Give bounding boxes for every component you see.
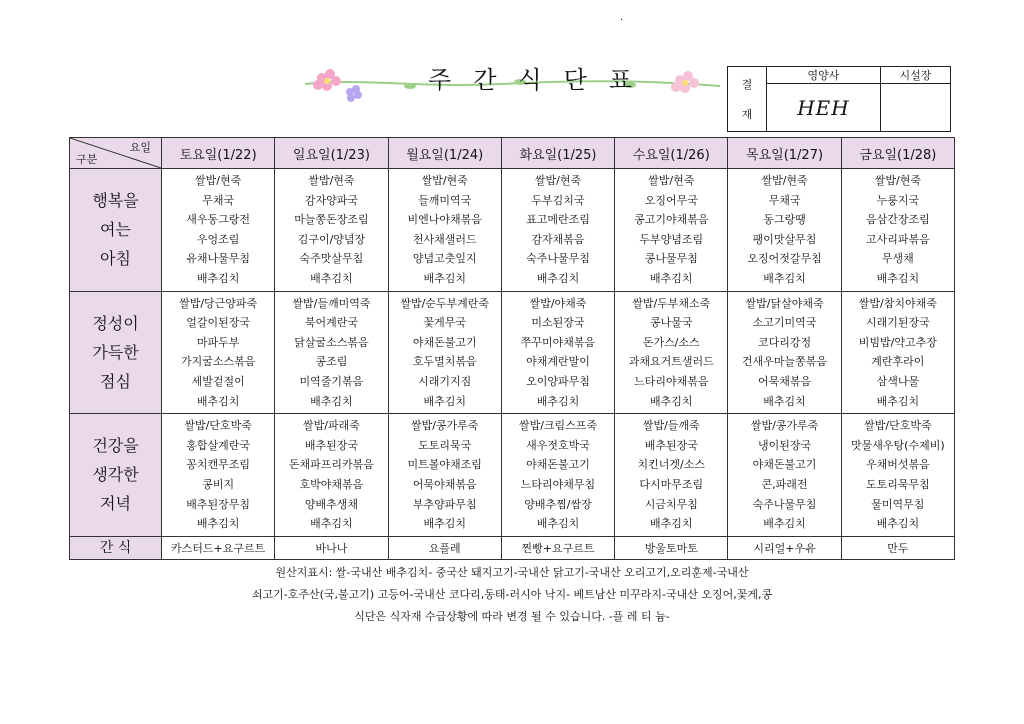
menu-item: 양배추생채	[304, 497, 358, 511]
day-header: 수요일(1/26)	[615, 138, 728, 169]
snack-row	[70, 536, 955, 559]
menu-item: 무생채	[881, 252, 914, 266]
menu-item: 콩고기야채볶음	[634, 213, 709, 227]
menu-item: 새우젓호박국	[526, 438, 590, 452]
menu-item: 쌀밥/콩가루죽	[410, 419, 479, 433]
menu-item: 쌀밥/현죽	[874, 174, 921, 187]
menu-item: 홍합살계란국	[186, 438, 251, 452]
menu-item: 마파두부	[196, 335, 240, 349]
menu-item: 배추김치	[310, 394, 353, 408]
menu-item: 돈채파프리카볶음	[288, 458, 374, 472]
meal-row-lunch	[70, 291, 955, 414]
meal-label-line: 점심	[100, 371, 131, 391]
meal-label	[70, 291, 162, 414]
menu-cell	[275, 291, 388, 414]
menu-item: 쌀밥/야채죽	[529, 296, 587, 310]
snack-item: 찐빵+요구르트	[501, 536, 614, 559]
menu-item: 시금치무침	[644, 497, 698, 511]
menu-item: 쌀밥/두부채소죽	[632, 296, 711, 310]
menu-item: 배추김치	[650, 271, 693, 285]
menu-cell	[728, 414, 841, 537]
menu-item: 느타리야채무침	[520, 477, 596, 491]
menu-item: 쌀밥/단호박죽	[184, 419, 252, 433]
menu-item: 배추김치	[536, 394, 580, 408]
menu-item: 누룽지국	[876, 193, 920, 207]
menu-cell	[162, 414, 275, 537]
menu-cell	[728, 291, 841, 414]
page-dot: .	[620, 12, 624, 23]
menu-item: 배추김치	[763, 517, 806, 531]
menu-cell	[162, 291, 275, 414]
weekly-menu-table	[69, 137, 955, 560]
snack-item: 방울토마토	[615, 536, 728, 559]
menu-cell	[615, 169, 728, 292]
menu-item: 배추김치	[650, 517, 693, 531]
menu-item: 마늘쫑돈장조림	[294, 213, 369, 227]
menu-item: 음삼간장조림	[865, 213, 930, 227]
menu-item: 쌀밥/참치야채죽	[858, 296, 937, 310]
meal-label-line: 행복을	[92, 191, 139, 211]
menu-item: 무채국	[202, 193, 235, 207]
snack-item: 시리얼+우유	[728, 536, 841, 559]
approval-label: 결 재	[728, 67, 767, 132]
menu-item: 쌀밥/현죽	[195, 174, 242, 187]
menu-item: 양념고춧잎지	[412, 252, 477, 266]
menu-item: 배추김치	[196, 394, 240, 408]
menu-item: 쌀밥/당근양파죽	[179, 296, 258, 310]
menu-item: 들깨미역국	[418, 193, 472, 207]
menu-item: 쌀밥/현죽	[648, 174, 695, 187]
meal-label-line: 생각한	[92, 465, 139, 485]
menu-item: 오징어무국	[644, 193, 698, 207]
menu-item: 콩나물국	[650, 316, 693, 330]
meal-label	[70, 414, 162, 537]
menu-item: 감자채볶음	[531, 232, 585, 246]
meal-label-line: 건강을	[92, 436, 139, 456]
menu-item: 배추김치	[536, 271, 580, 285]
menu-item: 무채국	[768, 193, 801, 207]
menu-item: 우채버섯볶음	[865, 458, 930, 472]
menu-cell	[841, 291, 954, 414]
menu-item: 배추김치	[876, 517, 920, 531]
menu-item: 오이양파무침	[526, 374, 590, 388]
director-signature	[880, 84, 950, 132]
menu-item: 배추김치	[423, 271, 466, 285]
meal-label-line: 정성이	[92, 313, 139, 333]
menu-item: 배추김치	[876, 271, 920, 285]
menu-item: 쌀밥/현죽	[421, 174, 468, 187]
day-header: 월요일(1/24)	[388, 138, 501, 169]
meal-label-line: 여는	[100, 220, 131, 240]
nutritionist-label: 영양사	[767, 67, 881, 84]
menu-item: 표고메란조림	[526, 213, 590, 227]
menu-item: 쌀밥/파래죽	[303, 419, 360, 433]
meal-row-dinner	[70, 414, 955, 537]
snack-item: 요플레	[388, 536, 501, 559]
menu-item: 유채나물무침	[186, 252, 251, 266]
menu-cell	[501, 169, 614, 292]
menu-item: 배추김치	[310, 271, 353, 285]
menu-item: 배추김치	[763, 271, 806, 285]
origin-line-2: 쇠고기-호주산(국,불고기) 고등어-국내산 코다리,동태-러시아 낙지- 베트남산 미꾸라지-국내산 오징어,꽃게,콩	[251, 588, 773, 601]
menu-cell	[615, 414, 728, 537]
menu-item: 쌀밥/현죽	[761, 174, 808, 187]
menu-item: 야채돈불고기	[752, 458, 817, 472]
menu-item: 가지굴소스볶음	[180, 355, 256, 369]
menu-item: 세발겉절이	[191, 374, 245, 388]
menu-item: 고사리파볶음	[865, 232, 930, 246]
menu-item: 배추김치	[310, 517, 353, 531]
menu-item: 도토리묵무침	[865, 477, 930, 491]
menu-item: 과채요거트샐러드	[628, 355, 714, 369]
menu-item: 삼색나물	[876, 374, 920, 388]
menu-item: 돈가스/소스	[642, 335, 700, 349]
menu-item: 물미역무침	[871, 497, 925, 511]
menu-item: 배추김치	[763, 394, 806, 408]
menu-item: 쌀밥/단호박죽	[864, 419, 932, 433]
menu-item: 숙주나물무침	[752, 497, 817, 511]
menu-item: 야채돈불고기	[412, 335, 477, 349]
meal-label-line: 가득한	[92, 342, 139, 362]
menu-item: 배추김치	[536, 517, 580, 531]
menu-item: 호두멸치볶음	[412, 355, 477, 369]
menu-item: 부추양파무침	[412, 497, 477, 511]
menu-cell	[388, 291, 501, 414]
menu-item: 배추김치	[423, 394, 466, 408]
menu-item: 배추된장국	[304, 438, 358, 452]
menu-item: 두부김치국	[531, 193, 585, 207]
menu-item: 배추된장국	[644, 438, 698, 452]
menu-cell	[162, 169, 275, 292]
menu-item: 쌀밥/콩가루죽	[750, 419, 819, 433]
menu-item: 도토리묵국	[418, 438, 472, 452]
menu-cell	[388, 169, 501, 292]
approval-box	[727, 66, 951, 132]
menu-item: 치킨너겟/소스	[637, 458, 705, 472]
menu-item: 숙주맛살무침	[299, 252, 364, 266]
menu-cell	[841, 414, 954, 537]
table-corner: 요일 구분	[70, 138, 162, 169]
menu-cell	[841, 169, 954, 292]
menu-item: 배추김치	[196, 517, 240, 531]
day-header: 목요일(1/27)	[728, 138, 841, 169]
snack-item: 카스터드+요구르트	[162, 536, 275, 559]
menu-item: 코다리강정	[757, 335, 812, 349]
menu-change-notice: 식단은 식자재 수급상황에 따라 변경 될 수 있습니다. -플 레 티 늄-	[354, 610, 670, 623]
menu-item: 쌀밥/현죽	[534, 174, 582, 187]
menu-item: 쌀밥/닭살야채죽	[745, 296, 824, 310]
menu-item: 양배추찜/쌈장	[524, 497, 592, 511]
menu-item: 다시마무조림	[639, 477, 704, 491]
menu-item: 맛물새우탕(수제비)	[851, 438, 945, 452]
day-header: 금요일(1/28)	[841, 138, 954, 169]
nutritionist-signature: HEH	[767, 84, 881, 132]
menu-item: 배추김치	[876, 394, 920, 408]
menu-item: 시래기된장국	[865, 316, 930, 330]
menu-item: 어묵야채볶음	[412, 477, 477, 491]
menu-item: 배추김치	[196, 271, 240, 285]
menu-item: 꽃게무국	[423, 316, 466, 330]
menu-item: 배추김치	[423, 517, 466, 531]
menu-item: 쌀밥/크림스프죽	[518, 419, 598, 433]
menu-item: 숙주나물무침	[526, 252, 590, 266]
meal-label	[70, 169, 162, 292]
menu-item: 쌀밥/들깨죽	[642, 419, 700, 433]
day-header: 화요일(1/25)	[501, 138, 614, 169]
menu-item: 우엉조림	[196, 232, 240, 246]
meal-row-breakfast	[70, 169, 955, 292]
menu-item: 김구이/양념장	[297, 232, 366, 246]
menu-cell	[728, 169, 841, 292]
page-title: 주 간 식 단 표	[428, 66, 632, 94]
menu-cell	[501, 291, 614, 414]
menu-item: 계란후라이	[871, 355, 925, 369]
day-header: 토요일(1/22)	[162, 138, 275, 169]
menu-item: 미소된장국	[531, 316, 585, 330]
menu-item: 쌀밥/현죽	[308, 174, 355, 187]
menu-item: 비엔나야채볶음	[407, 213, 482, 227]
menu-item: 북어계란국	[304, 316, 358, 330]
menu-item: 콩조림	[315, 355, 348, 369]
menu-item: 콩나물무침	[644, 252, 698, 266]
menu-item: 동그랑땡	[763, 213, 806, 227]
menu-item: 미역줄기볶음	[299, 374, 364, 388]
menu-item: 팽이맛살무침	[752, 232, 817, 246]
menu-item: 닭살굴소스볶음	[294, 335, 369, 349]
origin-line-1: 원산지표시: 쌀-국내산 배추김치- 중국산 돼지고기-국내산 닭고기-국내산 오리고기,오리훈제-국내산	[275, 566, 749, 579]
menu-item: 천사채샐러드	[412, 232, 477, 246]
director-label: 시설장	[880, 67, 950, 84]
menu-item: 미트볼야채조림	[407, 458, 482, 472]
footer-notes	[0, 562, 1024, 628]
day-header: 일요일(1/23)	[275, 138, 388, 169]
menu-item: 감자양파국	[304, 193, 358, 207]
menu-cell	[388, 414, 501, 537]
menu-item: 비빔밥/약고추장	[858, 335, 937, 349]
snack-item: 만두	[841, 536, 954, 559]
menu-cell	[275, 169, 388, 292]
menu-item: 콘,파래전	[761, 477, 808, 491]
menu-item: 새우동그랑전	[186, 213, 251, 227]
meal-label-line: 저녁	[100, 494, 131, 514]
menu-item: 두부양념조림	[639, 232, 704, 246]
day-header-row	[70, 138, 955, 169]
menu-cell	[501, 414, 614, 537]
snack-label: 간 식	[70, 536, 162, 559]
menu-item: 야채계란말이	[526, 355, 590, 369]
meal-label-line: 아침	[100, 249, 131, 269]
menu-item: 콩비지	[202, 477, 235, 491]
menu-item: 호박야채볶음	[299, 477, 364, 491]
menu-item: 쌀밥/들깨미역죽	[292, 296, 371, 310]
snack-item: 바나나	[275, 536, 388, 559]
menu-item: 느타리야채볶음	[634, 374, 709, 388]
menu-item: 냉이된장국	[757, 438, 812, 452]
menu-item: 야채돈불고기	[526, 458, 590, 472]
menu-item: 배추김치	[650, 394, 693, 408]
menu-item: 얼갈이된장국	[186, 316, 251, 330]
menu-item: 건새우마늘쫑볶음	[742, 355, 828, 369]
menu-item: 배추된장무침	[186, 497, 251, 511]
menu-item: 어묵채볶음	[757, 374, 812, 388]
menu-item: 꽁치캔무조림	[186, 458, 251, 472]
menu-cell	[615, 291, 728, 414]
menu-item: 쌀밥/순두부계란죽	[400, 296, 490, 310]
menu-item: 시래기지짐	[418, 374, 472, 388]
menu-item: 오징어젓갈무침	[747, 252, 822, 266]
menu-cell	[275, 414, 388, 537]
menu-item: 소고기미역국	[752, 316, 817, 330]
menu-item: 쭈꾸미야채볶음	[520, 335, 596, 349]
